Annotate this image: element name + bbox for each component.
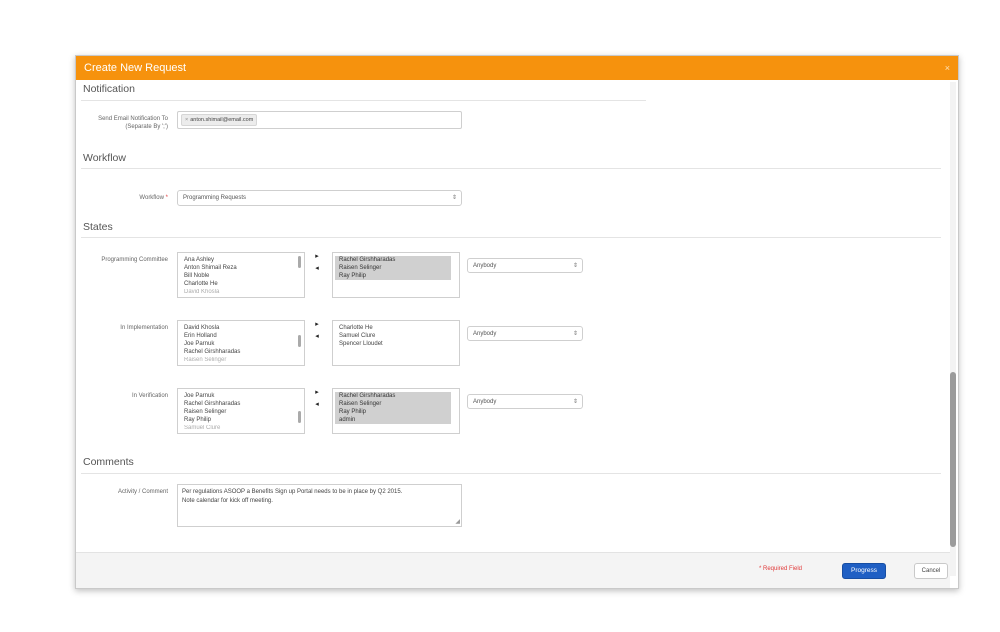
select-arrows-icon: ⇕ bbox=[572, 263, 578, 269]
assignee-select[interactable] bbox=[467, 326, 583, 341]
list-scrollbar[interactable] bbox=[298, 256, 301, 268]
comment-line: Per regulations ASOOP a Benefits Sign up Portal needs to be in place by Q2 2015. bbox=[182, 489, 403, 495]
available-users-list[interactable] bbox=[177, 388, 305, 434]
assignee-select[interactable] bbox=[467, 258, 583, 273]
list-option[interactable]: Ana Ashley bbox=[184, 257, 215, 263]
select-arrows-icon: ⇕ bbox=[451, 195, 457, 201]
assigned-users-list[interactable] bbox=[332, 320, 460, 366]
workflow-label-text: Workflow bbox=[139, 195, 164, 201]
section-title-states: States bbox=[83, 221, 113, 233]
list-option[interactable]: Ray Philip bbox=[335, 272, 451, 280]
list-option[interactable]: Rachel Girshharadas bbox=[335, 256, 451, 264]
section-divider bbox=[81, 100, 646, 101]
assignee-select[interactable] bbox=[467, 394, 583, 409]
activity-comment-textarea[interactable] bbox=[177, 484, 462, 527]
state-label-in-verification: In Verification bbox=[131, 393, 168, 399]
list-option[interactable]: Rachel Girshharadas bbox=[184, 349, 241, 355]
section-title-comments: Comments bbox=[83, 456, 134, 468]
list-option[interactable]: Raisen Selinger bbox=[335, 400, 451, 408]
remove-chip-icon[interactable]: × bbox=[185, 117, 189, 123]
modal-header bbox=[76, 56, 958, 80]
select-arrows-icon: ⇕ bbox=[572, 331, 578, 337]
move-left-icon[interactable]: ◂ bbox=[315, 333, 319, 340]
list-option[interactable]: Charlotte He bbox=[339, 325, 373, 331]
list-option[interactable]: Raisen Selinger bbox=[335, 264, 451, 272]
resize-handle-icon[interactable]: ◢ bbox=[455, 519, 460, 525]
select-arrows-icon: ⇕ bbox=[572, 399, 578, 405]
list-option[interactable]: Charlotte He bbox=[184, 281, 218, 287]
list-option[interactable]: Samuel Clure bbox=[184, 425, 221, 431]
section-title-notification: Notification bbox=[83, 83, 135, 95]
email-notification-label: Send Email Notification To (Separate By ';') bbox=[98, 116, 168, 130]
state-label-in-implementation: In Implementation bbox=[120, 325, 168, 331]
assigned-users-list[interactable] bbox=[332, 388, 460, 434]
list-option[interactable]: Erin Holland bbox=[184, 333, 217, 339]
list-option[interactable]: Anton Shimail Reza bbox=[184, 265, 237, 271]
list-scrollbar[interactable] bbox=[298, 411, 301, 423]
list-option[interactable]: Ray Philip bbox=[335, 408, 451, 416]
email-chip bbox=[181, 114, 257, 126]
list-option[interactable]: Joe Parnuk bbox=[184, 341, 215, 347]
email-chip-value: anton.shimail@email.com bbox=[190, 117, 254, 123]
list-option[interactable]: Raisen Selinger bbox=[184, 357, 227, 363]
cancel-button[interactable]: Cancel bbox=[914, 563, 948, 579]
list-option[interactable]: Ray Philip bbox=[184, 417, 212, 423]
move-left-icon[interactable]: ◂ bbox=[315, 265, 319, 272]
progress-button[interactable]: Progress bbox=[842, 563, 886, 579]
list-option[interactable]: Spencer Lloudet bbox=[339, 341, 383, 347]
create-request-modal bbox=[75, 55, 959, 589]
assigned-users-list[interactable] bbox=[332, 252, 460, 298]
workflow-select-value: Programming Requests bbox=[183, 195, 247, 201]
required-field-note: * Required Field bbox=[759, 566, 803, 572]
list-option[interactable]: Samuel Clure bbox=[339, 333, 376, 339]
close-icon[interactable]: × bbox=[944, 63, 950, 73]
comment-line: Note calendar for kick off meeting. bbox=[182, 498, 273, 504]
move-right-icon[interactable]: ▸ bbox=[315, 253, 319, 260]
assignee-select-value: Anybody bbox=[473, 399, 497, 405]
section-title-workflow: Workflow bbox=[83, 152, 126, 164]
modal-scrollbar-thumb[interactable] bbox=[950, 372, 956, 547]
list-option[interactable]: Rachel Girshharadas bbox=[335, 392, 451, 400]
workflow-select[interactable] bbox=[177, 190, 462, 206]
assignee-select-value: Anybody bbox=[473, 331, 497, 337]
workflow-label bbox=[96, 194, 168, 202]
section-divider bbox=[81, 473, 941, 474]
list-option[interactable]: Bill Noble bbox=[184, 273, 210, 279]
available-users-list[interactable] bbox=[177, 252, 305, 298]
move-left-icon[interactable]: ◂ bbox=[315, 401, 319, 408]
list-option[interactable]: David Khosla bbox=[184, 289, 220, 295]
section-divider bbox=[81, 168, 941, 169]
list-option[interactable]: admin bbox=[335, 416, 451, 424]
required-marker: * bbox=[165, 195, 168, 201]
modal-title: Create New Request bbox=[84, 62, 187, 74]
list-option[interactable]: Rachel Girshharadas bbox=[184, 401, 241, 407]
assignee-select-value: Anybody bbox=[473, 263, 497, 269]
state-label-programming-committee: Programming Committee bbox=[101, 257, 168, 263]
list-option[interactable]: Raisen Selinger bbox=[184, 409, 227, 415]
modal-footer bbox=[76, 552, 950, 589]
section-divider bbox=[81, 237, 941, 238]
activity-comment-label: Activity / Comment bbox=[117, 489, 168, 495]
move-right-icon[interactable]: ▸ bbox=[315, 389, 319, 396]
move-right-icon[interactable]: ▸ bbox=[315, 321, 319, 328]
email-notification-input[interactable] bbox=[177, 111, 462, 129]
available-users-list[interactable] bbox=[177, 320, 305, 366]
list-scrollbar[interactable] bbox=[298, 335, 301, 347]
list-option[interactable]: David Khosla bbox=[184, 325, 220, 331]
list-option[interactable]: Joe Parnuk bbox=[184, 393, 215, 399]
